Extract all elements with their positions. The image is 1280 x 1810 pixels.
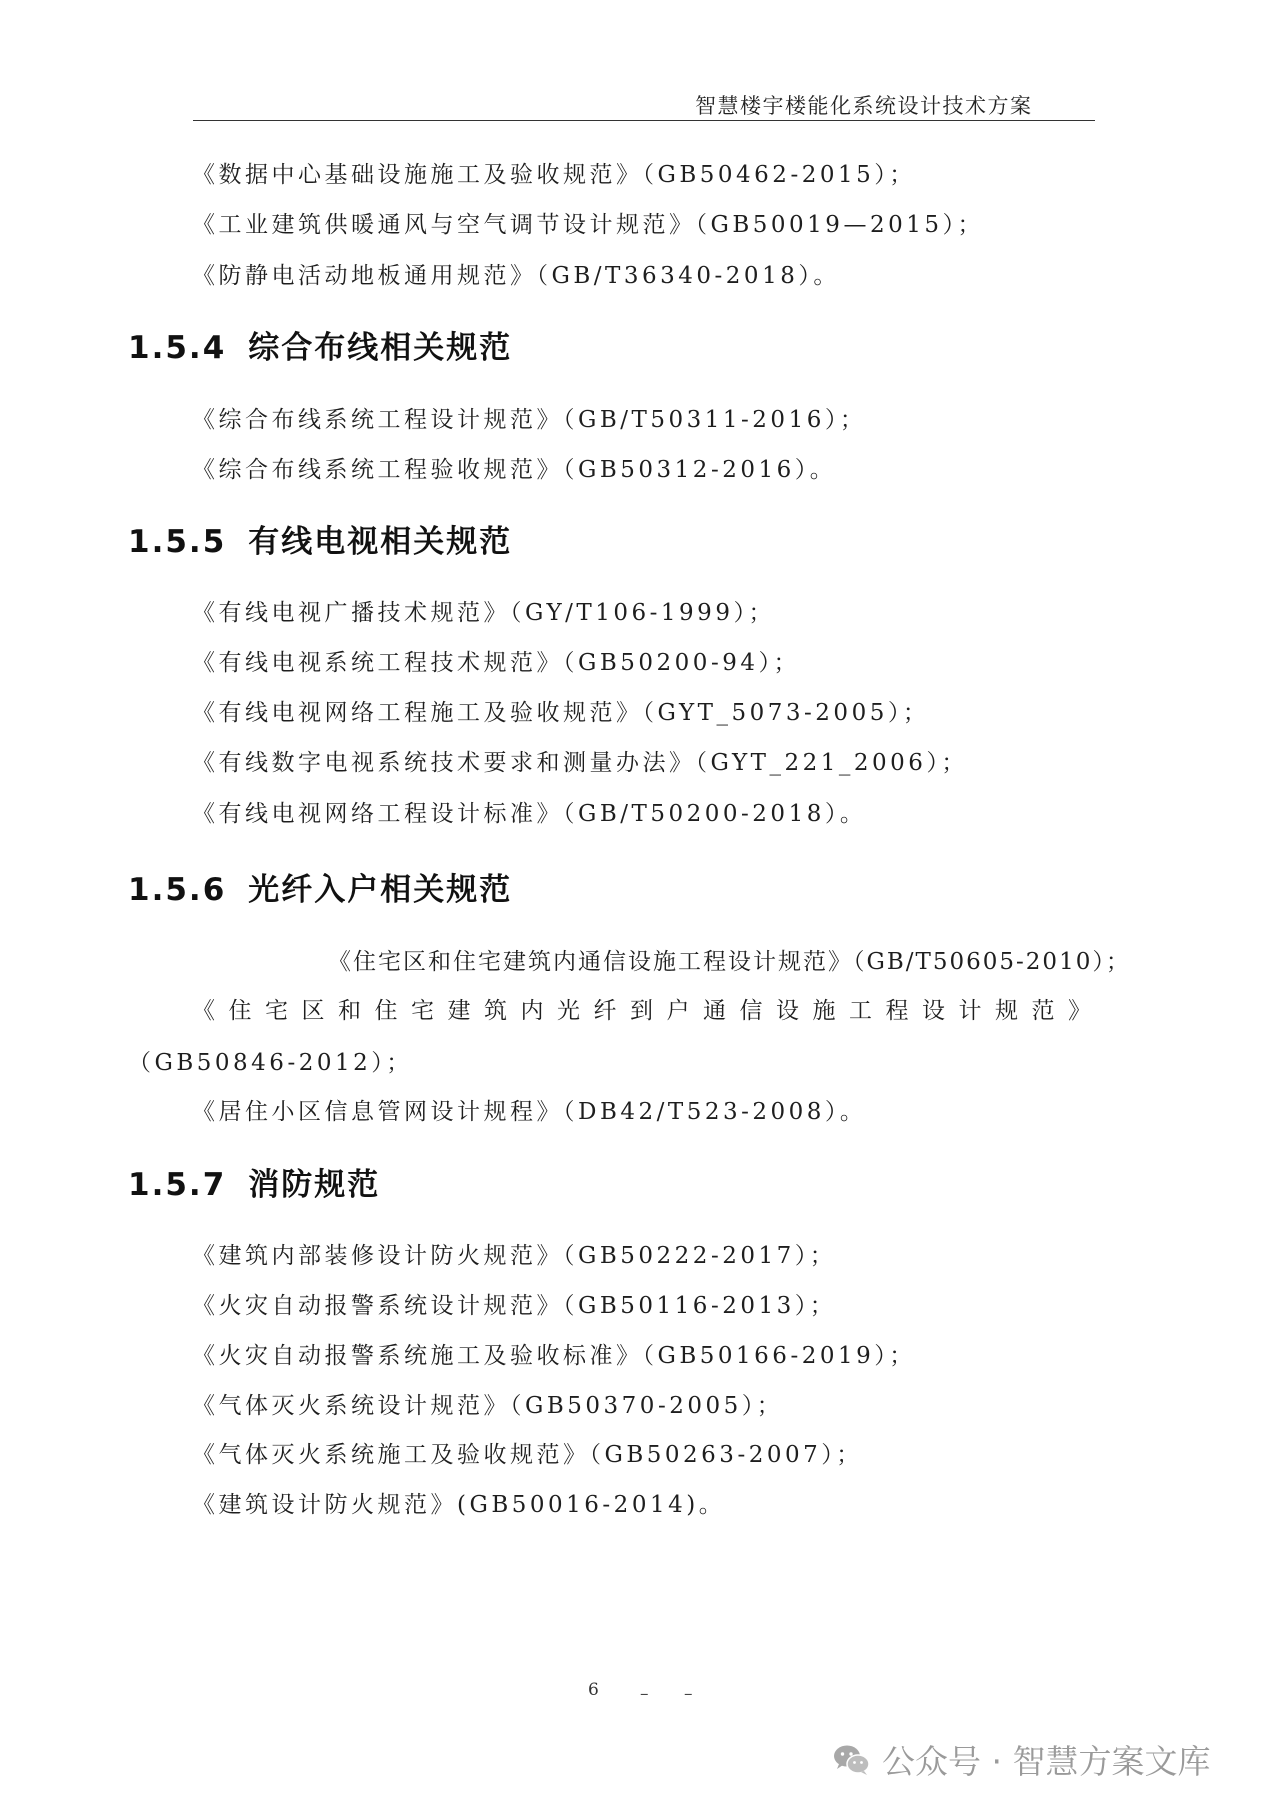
list-item: 《综合布线系统工程设计规范》（GB/T50311-2016）； [192,407,867,433]
section-number: 1.5.6 [128,872,227,908]
list-item: 《有线数字电视系统技术要求和测量办法》（GYT_221_2006）； [192,750,968,776]
footer-dash: – [640,1684,649,1704]
wechat-icon [832,1743,872,1777]
list-item: 《综合布线系统工程验收规范》（GB50312-2016）。 [192,457,837,483]
section-title: 综合布线相关规范 [248,330,513,366]
list-item: 《火灾自动报警系统设计规范》（GB50116-2013）； [192,1293,837,1319]
section-number: 1.5.7 [128,1167,227,1203]
list-item: 《有线电视广播技术规范》（GY/T106-1999）； [192,600,775,626]
list-item: 《有线电视网络工程施工及验收规范》（GYT_5073-2005）； [192,700,930,726]
section-title: 光纤入户相关规范 [248,872,513,908]
list-item: 《建筑内部装修设计防火规范》（GB50222-2017）； [192,1243,837,1269]
section-number: 1.5.4 [128,330,227,366]
list-item: 《数据中心基础设施施工及验收规范》（GB50462-2015）； [192,162,916,188]
list-item: 《气体灭火系统施工及验收规范》（GB50263-2007）； [192,1442,863,1468]
header-rule [193,120,1095,121]
list-item: 《有线电视系统工程技术规范》（GB50200-94）； [192,650,800,676]
section-heading [128,864,512,909]
section-number: 1.5.5 [128,524,227,560]
document-header-title: 智慧楼宇楼能化系统设计技术方案 [695,94,1033,118]
list-item-continuation: （GB50846-2012）； [128,1050,413,1076]
list-item: 《建筑设计防火规范》(GB50016-2014)。 [192,1492,726,1518]
list-item: 《火灾自动报警系统施工及验收标准》（GB50166-2019）； [192,1343,916,1369]
list-item: 《气体灭火系统设计规范》（GB50370-2005）； [192,1393,784,1419]
section-title: 消防规范 [248,1167,381,1203]
section-heading [128,516,512,561]
watermark-text: 公众号 · 智慧方案文库 [882,1742,1211,1781]
list-item: 《有线电视网络工程设计标准》（GB/T50200-2018）。 [192,801,867,827]
list-item: 《住宅区和住宅建筑内光纤到户通信设施工程设计规范》 [192,998,1105,1024]
list-item: 《工业建筑供暖通风与空气调节设计规范》（GB50019—2015）； [192,212,984,238]
section-heading [128,322,512,367]
section-title: 有线电视相关规范 [248,524,513,560]
section-heading [128,1159,380,1204]
list-item: 《居住小区信息管网设计规程》（DB42/T523-2008）。 [192,1099,867,1125]
watermark [832,1736,1210,1783]
list-item: 《住宅区和住宅建筑内通信设施工程设计规范》（GB/T50605-2010）； [328,949,1131,975]
footer-dash: – [684,1684,693,1704]
list-item: 《防静电活动地板通用规范》（GB/T36340-2018）。 [192,263,840,289]
page-number: 6 [588,1680,599,1700]
